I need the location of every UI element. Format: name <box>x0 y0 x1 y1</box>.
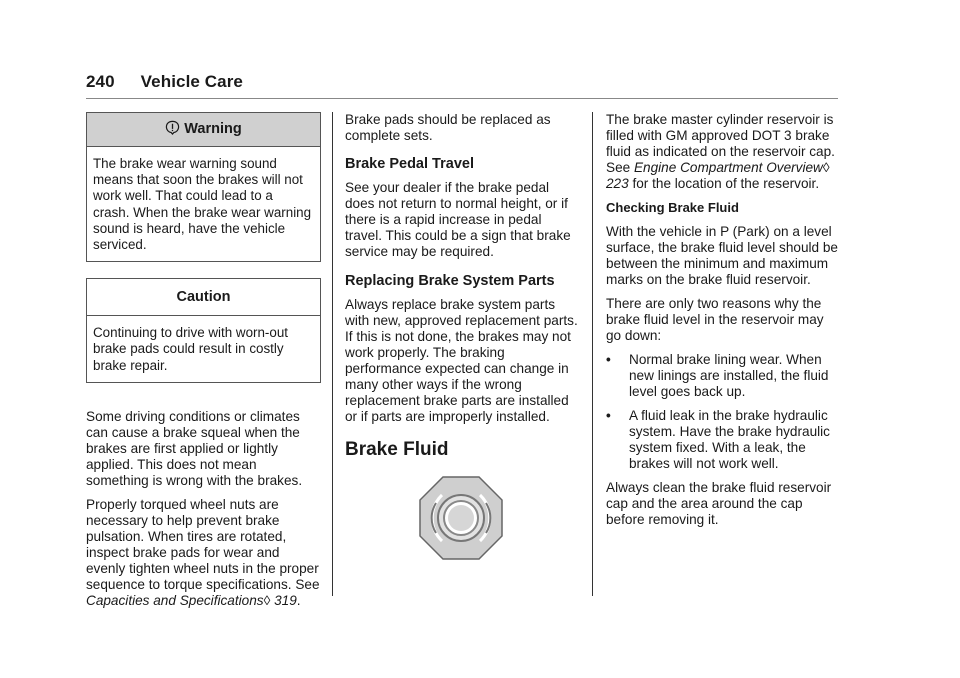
clean-cap-text: Always clean the brake fluid reservoir cap and the area around the cap before removing it. <box>606 480 832 527</box>
list-item <box>606 352 841 400</box>
page-number: 240 <box>86 72 115 91</box>
list-item <box>606 408 841 472</box>
header-divider <box>86 98 838 99</box>
period: . <box>296 592 301 608</box>
warning-box <box>86 112 321 262</box>
brake-fluid-heading: Brake Fluid <box>345 439 449 460</box>
column-2 <box>345 112 580 561</box>
bullet-text: Normal brake lining wear. When new linings are installed, the fluid level goes back up. <box>629 352 829 399</box>
pedal-travel-text: See your dealer if the brake pedal does not return to normal height, or if there is a rapid increase in pedal travel. This could be a sign that brake service may be required. <box>345 180 571 259</box>
bullet-marker: • <box>606 352 611 367</box>
caution-heading: Caution <box>87 279 320 316</box>
pads-intro: Brake pads should be replaced as complete sets. <box>345 112 551 143</box>
reservoir-text-end: for the location of the reservoir. <box>628 176 820 191</box>
warning-heading <box>87 113 320 147</box>
bullet-marker: • <box>606 408 611 423</box>
pedal-travel-heading: Brake Pedal Travel <box>345 156 474 172</box>
capacities-page-ref[interactable]: 319 <box>274 592 297 608</box>
engine-compartment-page-ref[interactable]: 223 <box>606 176 629 191</box>
engine-compartment-link[interactable]: Engine Compartment Overview <box>633 160 823 175</box>
reasons-text: There are only two reasons why the brake fluid level in the reservoir may go down: <box>606 296 824 343</box>
brake-fluid-cap-icon <box>418 475 504 561</box>
warning-body: The brake wear warning sound means that soon the brakes will not work well. That could lead to a crash. When the brake wear warning sound is heard, have the vehicle serviced. <box>93 156 312 253</box>
column-divider-1 <box>332 112 333 596</box>
caution-body: Continuing to drive with worn-out brake pads could result in costly brake repair. <box>93 325 289 373</box>
page-header <box>86 72 243 92</box>
column-1 <box>86 112 321 617</box>
section-title: Vehicle Care <box>140 72 243 91</box>
warning-icon <box>165 120 180 135</box>
checking-fluid-text: With the vehicle in P (Park) on a level surface, the brake fluid level should be between the minimum and maximum marks on the brake fluid reservoir. <box>606 224 838 287</box>
capacities-link[interactable]: Capacities and Specifications <box>86 592 264 608</box>
checking-fluid-heading: Checking Brake Fluid <box>606 200 739 215</box>
replacing-parts-text: Always replace brake system parts with new, approved replacement parts. If this is not done, the brakes may not work properly. The braking performance expected can change in many other ways if the wrong replacement brake parts are installed or if parts are improperly installed. <box>345 297 578 424</box>
ref-symbol: ◊ <box>263 592 271 608</box>
ref-symbol: ◊ <box>822 160 830 175</box>
bullet-text: A fluid leak in the brake hydraulic system. Have the brake hydraulic system fixed. With a leak, the brakes will not work well. <box>629 408 830 471</box>
column-divider-2 <box>592 112 593 596</box>
reservoir-paragraph <box>606 112 841 192</box>
caution-box <box>86 278 321 383</box>
torque-text: Properly torqued wheel nuts are necessary to help prevent brake pulsation. When tires are rotated, inspect brake pads for wear and evenly tighten wheel nuts in the proper sequence to torque specifications. See <box>86 496 320 592</box>
replacing-parts-heading: Replacing Brake System Parts <box>345 273 555 289</box>
torque-paragraph <box>86 497 321 609</box>
warning-heading-text: Warning <box>184 121 242 137</box>
column-3 <box>606 112 841 536</box>
reservoir-text: The brake master cylinder reservoir is filled with GM approved DOT 3 brake fluid as indicated on the reservoir cap. See <box>606 112 835 175</box>
squeal-paragraph: Some driving conditions or climates can cause a brake squeal when the brakes are first applied or lightly applied. This does not mean something is wrong with the brakes. <box>86 408 303 488</box>
